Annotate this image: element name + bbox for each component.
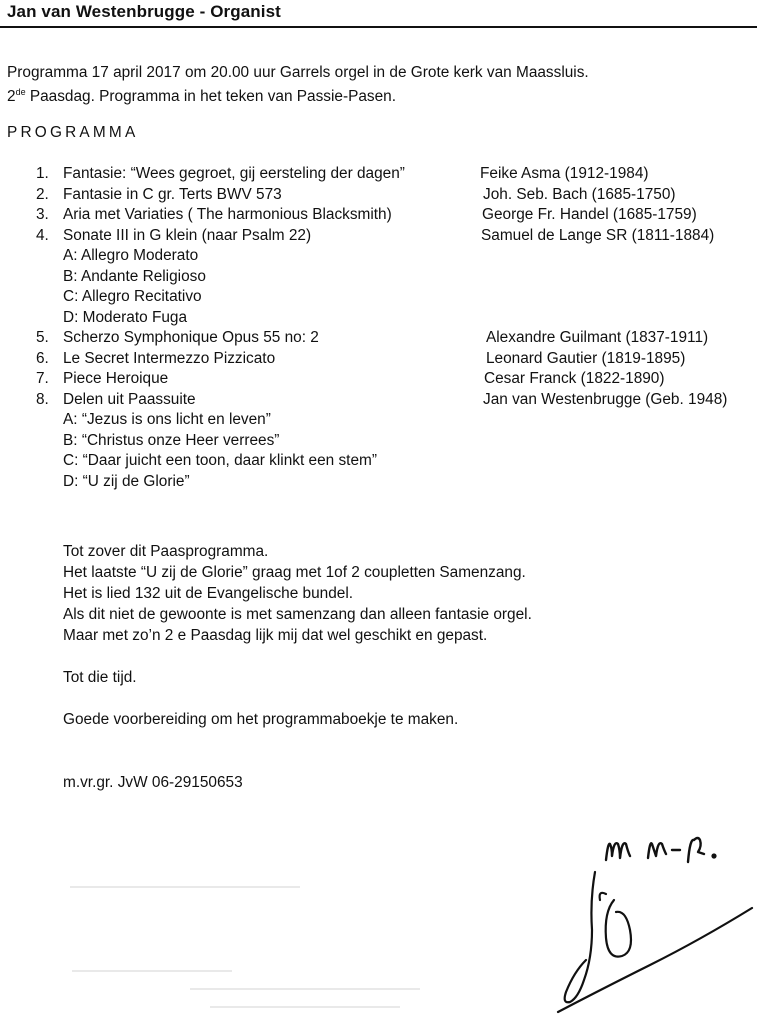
item-number: 4. — [36, 226, 49, 244]
program-subitem — [36, 246, 756, 267]
program-item — [36, 328, 756, 349]
item-number: 8. — [36, 390, 49, 408]
program-item — [36, 349, 756, 370]
item-composer: Cesar Franck (1822-1890) — [484, 370, 665, 387]
item-number: 7. — [36, 370, 49, 387]
item-title: Fantasie: “Wees gegroet, gij eersteling der dagen” — [63, 165, 405, 182]
program-item — [36, 205, 756, 226]
program-item — [36, 369, 756, 390]
programma-heading: PROGRAMMA — [7, 124, 139, 141]
closing-line — [63, 646, 532, 667]
closing-line: Tot die tijd. — [63, 669, 137, 686]
closing-line: Het laatste “U zij de Glorie” graag met 1of 2 coupletten Samenzang. — [63, 564, 526, 581]
program-subitem — [36, 451, 756, 472]
item-number: 2. — [36, 185, 49, 203]
signoff-line: m.vr.gr. JvW 06-29150653 — [63, 774, 243, 791]
subitem-title: B: “Christus onze Heer verrees” — [63, 431, 280, 449]
item-title: Scherzo Symphonique Opus 55 no: 2 — [63, 329, 319, 346]
item-title: Aria met Variaties ( The harmonious Blacksmith) — [63, 206, 392, 223]
program-subitem — [36, 287, 756, 308]
subitem-title: A: Allegro Moderato — [63, 247, 199, 264]
program-subitem — [36, 267, 756, 288]
program-item — [36, 185, 756, 206]
program-subitem — [36, 431, 756, 452]
program-subitem — [36, 410, 756, 431]
item-composer: Alexandre Guilmant (1837-1911) — [486, 329, 709, 346]
intro-day-suffix: de — [15, 87, 26, 97]
item-composer: George Fr. Handel (1685-1759) — [482, 206, 697, 223]
scan-ghost-line — [210, 1006, 400, 1008]
item-number: 5. — [36, 329, 49, 346]
closing-line: Tot zover dit Paasprogramma. — [63, 543, 269, 560]
subitem-title: C: “Daar juicht een toon, daar klinkt een stem” — [63, 452, 377, 469]
item-composer: Feike Asma (1912-1984) — [480, 165, 649, 182]
closing-line — [63, 688, 532, 709]
program-item — [36, 164, 756, 185]
signature — [540, 860, 760, 1020]
item-composer: Joh. Seb. Bach (1685-1750) — [483, 185, 676, 203]
subitem-title: B: Andante Religioso — [63, 267, 206, 285]
item-composer: Samuel de Lange SR (1811-1884) — [481, 226, 715, 244]
item-title: Delen uit Paassuite — [63, 390, 196, 408]
intro-theme-text: Paasdag. Programma in het teken van Passie-Pasen. — [25, 88, 397, 105]
subitem-title: D: “U zij de Glorie” — [63, 472, 190, 490]
intro-line-theme — [7, 87, 396, 107]
subitem-title: C: Allegro Recitativo — [63, 288, 202, 305]
scan-ghost-line — [70, 886, 300, 888]
closing-line — [63, 730, 532, 751]
item-number: 3. — [36, 206, 49, 223]
program-list — [36, 164, 756, 492]
closing-note — [63, 541, 532, 793]
subitem-title: D: Moderato Fuga — [63, 308, 188, 326]
item-title: Le Secret Intermezzo Pizzicato — [63, 349, 276, 367]
item-composer: Jan van Westenbrugge (Geb. 1948) — [483, 390, 728, 408]
scan-ghost-line — [190, 988, 420, 990]
item-title: Sonate III in G klein (naar Psalm 22) — [63, 226, 312, 244]
subitem-title: A: “Jezus is ons licht en leven” — [63, 411, 271, 428]
closing-line: Het is lied 132 uit de Evangelische bundel. — [63, 585, 354, 602]
item-title: Fantasie in C gr. Terts BWV 573 — [63, 185, 282, 203]
intro-day-number: 2 — [7, 88, 16, 105]
program-subitem — [36, 472, 756, 493]
scan-ghost-line — [72, 970, 232, 972]
letterhead — [0, 0, 757, 28]
item-number: 1. — [36, 165, 49, 182]
closing-line: Maar met zo’n 2 e Paasdag lijk mij dat wel geschikt en gepast. — [63, 627, 488, 644]
item-composer: Leonard Gautier (1819-1895) — [486, 349, 686, 367]
closing-line: Als dit niet de gewoonte is met samenzang dan alleen fantasie orgel. — [63, 606, 532, 623]
item-number: 6. — [36, 349, 49, 367]
program-subitem — [36, 308, 756, 329]
item-title: Piece Heroique — [63, 370, 169, 387]
closing-line: Goede voorbereiding om het programmaboekje te maken. — [63, 711, 459, 728]
program-item — [36, 390, 756, 411]
program-item — [36, 226, 756, 247]
closing-line — [63, 751, 532, 772]
letterhead-title: Jan van Westenbrugge - Organist — [7, 2, 281, 21]
intro-line-date-venue: Programma 17 april 2017 om 20.00 uur Garrels orgel in de Grote kerk van Maassluis. — [7, 64, 589, 81]
